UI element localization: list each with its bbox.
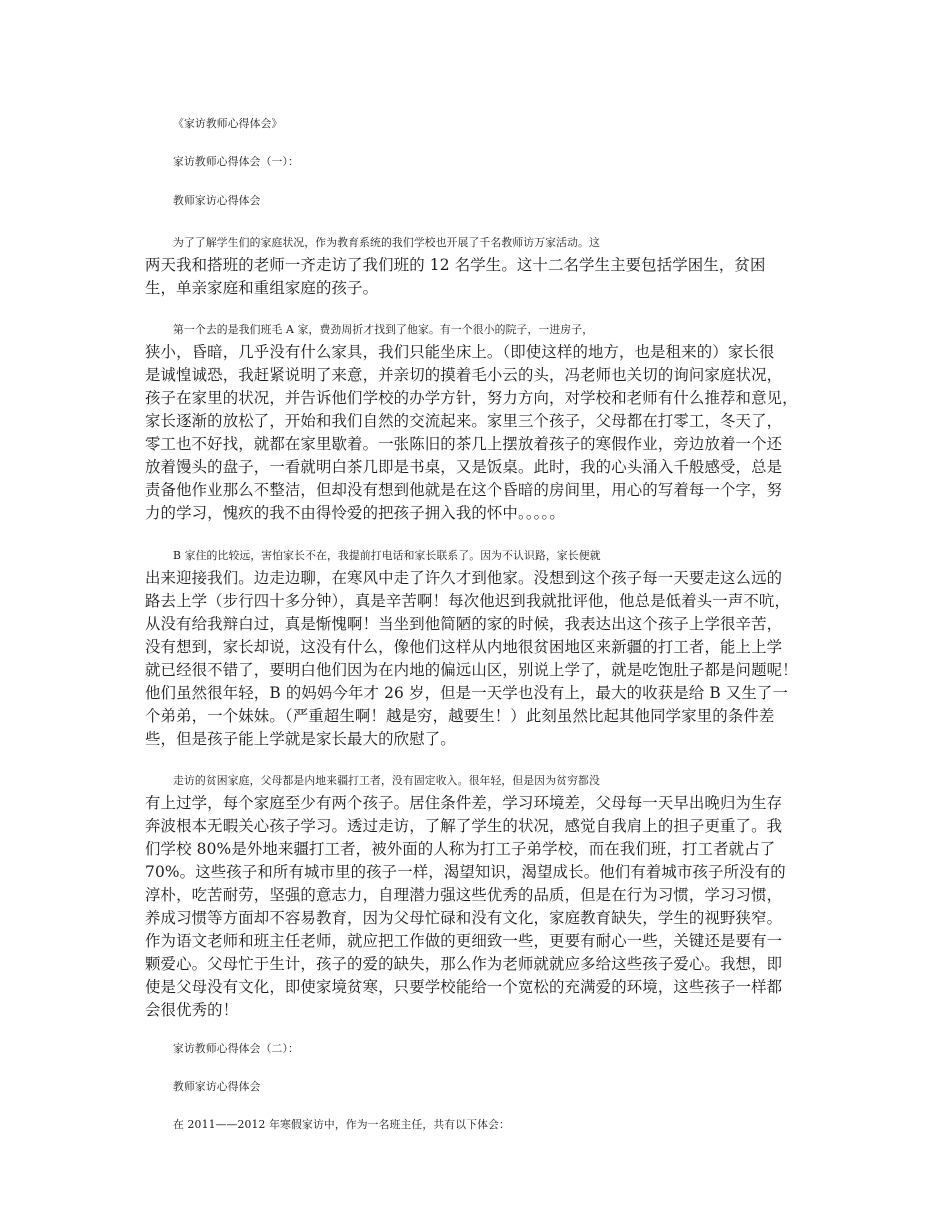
document-title: 《家访教师心得体会》 bbox=[173, 117, 283, 130]
paragraph-line: 家长逐渐的放松了，开始和我们自然的交流起来。家里三个孩子，父母都在打零工，冬天了， bbox=[145, 412, 783, 430]
paragraph-line: 路去上学（步行四十多分钟），真是辛苦啊！每次他迟到我就批评他，他总是低着头一声不吭， bbox=[145, 592, 791, 610]
paragraph-line: 会很优秀的！ bbox=[145, 1001, 239, 1019]
paragraph-line: 第一个去的是我们班毛 A 家，费劲周折才找到了他家。有一个很小的院子，一进房子， bbox=[173, 323, 594, 336]
paragraph-line: 没有想到，家长却说，这没有什么，像他们这样从内地很贫困地区来新疆的打工者，能上上学 bbox=[145, 638, 783, 656]
paragraph-line: 养成习惯等方面却不容易教育，因为父母忙碌和没有文化，家庭教育缺失，学生的视野狭窄。 bbox=[145, 909, 783, 927]
paragraph-line: 70%。这些孩子和所有城市里的孩子一样，渴望知识，渴望成长。他们有着城市孩子所没有的 bbox=[145, 863, 786, 881]
paragraph-line: 从没有给我辩白过，真是惭愧啊！当坐到他简陋的家的时候，我表达出这个孩子上学很辛苦， bbox=[145, 615, 783, 633]
paragraph-line: 们学校 80%是外地来疆打工者，被外面的人称为打工子弟学校，而在我们班，打工者就占了 bbox=[145, 840, 776, 858]
section-1-heading: 家访教师心得体会（一）： bbox=[173, 155, 299, 168]
paragraph-line: 为了了解学生们的家庭状况，作为教育系统的我们学校也开展了千名教师访万家活动。这 bbox=[173, 236, 600, 249]
paragraph-line: 颗爱心。父母忙于生计，孩子的爱的缺失，那么作为老师就就应多给这些孩子爱心。我想，即 bbox=[145, 955, 783, 973]
paragraph-line: 零工也不好找，就都在家里歇着。一张陈旧的茶几上摆放着孩子的寒假作业，旁边放着一个还 bbox=[145, 435, 783, 453]
paragraph-line: 作为语文老师和班主任老师，就应把工作做的更细致一些，更要有耐心一些，关键还是要有一 bbox=[145, 932, 783, 950]
paragraph-line: 是诚惶诚恐，我赶紧说明了来意，并亲切的摸着毛小云的头，冯老师也关切的询问家庭状况， bbox=[145, 366, 783, 384]
paragraph-line: 责备他作业那么不整洁，但却没有想到他就是在这个昏暗的房间里，用心的写着每一个字，努 bbox=[145, 481, 783, 499]
paragraph-line: 狭小，昏暗，几乎没有什么家具，我们只能坐床上。（即使这样的地方，也是租来的）家长很 bbox=[145, 343, 775, 361]
section-2-subheading: 教师家访心得体会 bbox=[173, 1080, 261, 1093]
section-2-heading: 家访教师心得体会（二）： bbox=[173, 1042, 299, 1055]
paragraph-line: B 家住的比较远，害怕家长不在，我提前打电话和家长联系了。因为不认识路，家长便就 bbox=[173, 549, 601, 562]
paragraph-line: 力的学习，愧疚的我不由得怜爱的把孩子拥入我的怀中。。。。。 bbox=[145, 504, 565, 522]
paragraph-line: 有上过学，每个家庭至少有两个孩子。居住条件差，学习环境差，父母每一天早出晚归为生存 bbox=[145, 794, 783, 812]
section-1-subheading: 教师家访心得体会 bbox=[173, 194, 261, 207]
paragraph-line: 出来迎接我们。边走边聊，在寒风中走了许久才到他家。没想到这个孩子每一天要走这么远的 bbox=[145, 569, 783, 587]
paragraph-line: 淳朴，吃苦耐劳，坚强的意志力，自理潜力强这些优秀的品质，但是在行为习惯，学习习惯， bbox=[145, 886, 783, 904]
paragraph-line: 两天我和搭班的老师一齐走访了我们班的 12 名学生。这十二名学生主要包括学困生，贫困 bbox=[145, 256, 766, 274]
paragraph-line: 个弟弟，一个妹妹。（严重超生啊！越是穷，越要生！）此刻虽然比起其他同学家里的条件差 bbox=[145, 707, 775, 725]
paragraph-line: 些，但是孩子能上学就是家长最大的欣慰了。 bbox=[145, 730, 456, 748]
paragraph-line: 孩子在家里的状况，并告诉他们学校的办学方针，努力方向，对学校和老师有什么推荐和意见， bbox=[145, 389, 798, 407]
paragraph-line: 生，单亲家庭和重组家庭的孩子。 bbox=[145, 279, 379, 297]
paragraph-line: 就已经很不错了，要明白他们因为在内地的偏远山区，别说上学了，就是吃饱肚子都是问题呢！ bbox=[145, 661, 798, 679]
section-2-intro: 在 2011——2012 年寒假家访中，作为一名班主任，共有以下体会： bbox=[173, 1118, 510, 1131]
paragraph-line: 走访的贫困家庭，父母都是内地来疆打工者，没有固定收入。很年轻，但是因为贫穷都没 bbox=[173, 774, 600, 787]
paragraph-line: 放着馒头的盘子，一看就明白茶几即是书桌，又是饭桌。此时，我的心头涌入千般感受，总是 bbox=[145, 458, 783, 476]
paragraph-line: 奔波根本无暇关心孩子学习。透过走访，了解了学生的状况，感觉自我肩上的担子更重了。我 bbox=[145, 817, 783, 835]
paragraph-line: 他们虽然很年轻，B 的妈妈今年才 26 岁，但是一天学也没有上，最大的收获是给 B 又生了一 bbox=[145, 684, 789, 702]
paragraph-line: 使是父母没有文化，即使家境贫寒，只要学校能给一个宽松的充满爱的环境，这些孩子一样都 bbox=[145, 978, 783, 996]
